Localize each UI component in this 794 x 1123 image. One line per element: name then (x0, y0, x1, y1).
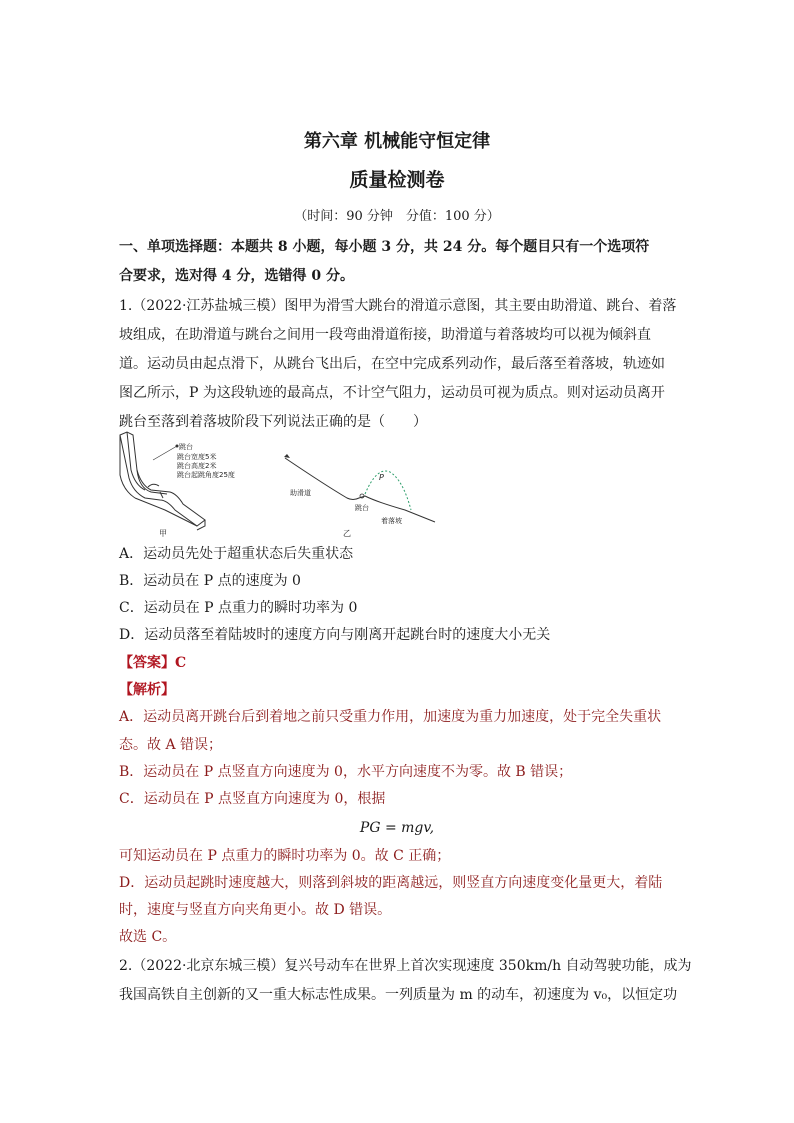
point-p-label: P (379, 473, 384, 482)
analysis-line: 故选 C。 (119, 929, 177, 945)
analysis-line: 态。故 A 错误； (119, 737, 223, 753)
yi-label: 助滑道 (290, 489, 311, 497)
analysis-line: 时，速度与竖直方向夹角更小。故 D 错误。 (119, 902, 392, 918)
q1-stem-line: 图乙所示，P 为这段轨迹的最高点，不计空气阻力，运动员可视为质点。则对运动员离开 (119, 385, 665, 401)
analysis-tag: 【解析】 (119, 682, 175, 698)
analysis-line: 可知运动员在 P 点重力的瞬时功率为 0。故 C 正确； (119, 848, 451, 864)
answer-tag: 【答案】C (119, 655, 187, 671)
section-heading-line2: 合要求，选对得 4 分，选错得 0 分。 (119, 268, 354, 284)
option-d: D．运动员落至着陆坡时的速度方向与刚离开起跳台时的速度大小无关 (119, 627, 551, 643)
yi-label: 跳台 (355, 504, 369, 512)
paper-title: 质量检测卷 (349, 169, 445, 191)
q1-stem-line: 1.（2022·江苏盐城三模）图甲为滑雪大跳台的滑道示意图，其主要由助滑道、跳台、着落 (119, 298, 677, 314)
option-b: B．运动员在 P 点的速度为 0 (119, 573, 301, 589)
time-info: （时间：90 分钟 分值：100 分） (294, 209, 500, 224)
trajectory-curve (365, 471, 411, 510)
jia-label: 跳台高度2米 (177, 462, 217, 470)
chapter-title: 第六章 机械能守恒定律 (303, 131, 491, 152)
analysis-line: C．运动员在 P 点竖直方向速度为 0，根据 (119, 791, 386, 807)
yi-label: 着落坡 (381, 517, 402, 525)
yi-caption: 乙 (343, 529, 351, 538)
q1-stem-line: 跳台至落到着落坡阶段下列说法正确的是（ ） (119, 414, 427, 430)
power-formula: PG = mgv, (359, 820, 435, 836)
q2-stem-line: 2.（2022·北京东城三模）复兴号动车在世界上首次实现速度 350km/h 自动驾驶功能，成为 (119, 958, 692, 974)
q1-stem-line: 坡组成，在助滑道与跳台之间用一段弯曲滑道衔接，助滑道与着落坡均可以视为倾斜直 (119, 327, 651, 343)
jia-label: 跳台 (179, 443, 193, 451)
section-heading-line1: 一、单项选择题：本题共 8 小题，每小题 3 分，共 24 分。每个题目只有一个选项符 (119, 239, 650, 255)
jia-caption: 甲 (159, 529, 167, 538)
q1-stem-line: 道。运动员由起点滑下，从跳台飞出后，在空中完成系列动作，最后落至着落坡，轨迹如 (119, 356, 665, 372)
analysis-line: A．运动员离开跳台后到着地之前只受重力作用，加速度为重力加速度，处于完全失重状 (119, 709, 662, 725)
jia-label: 跳台宽度5米 (177, 453, 217, 461)
option-a: A．运动员先处于超重状态后失重状态 (119, 546, 354, 562)
analysis-line: D．运动员起跳时速度越大，则落到斜坡的距离越远，则竖直方向速度变化量更大，着陆 (119, 875, 663, 891)
q2-stem-line: 我国高铁自主创新的又一重大标志性成果。一列质量为 m 的动车，初速度为 v₀，以恒定功 (119, 987, 678, 1003)
analysis-line: B．运动员在 P 点竖直方向速度为 0，水平方向速度不为零。故 B 错误； (119, 764, 573, 780)
ski-jump-figure (115, 430, 440, 542)
option-c: C．运动员在 P 点重力的瞬时功率为 0 (119, 600, 358, 616)
jia-label: 跳台起跳角度25度 (177, 471, 235, 479)
